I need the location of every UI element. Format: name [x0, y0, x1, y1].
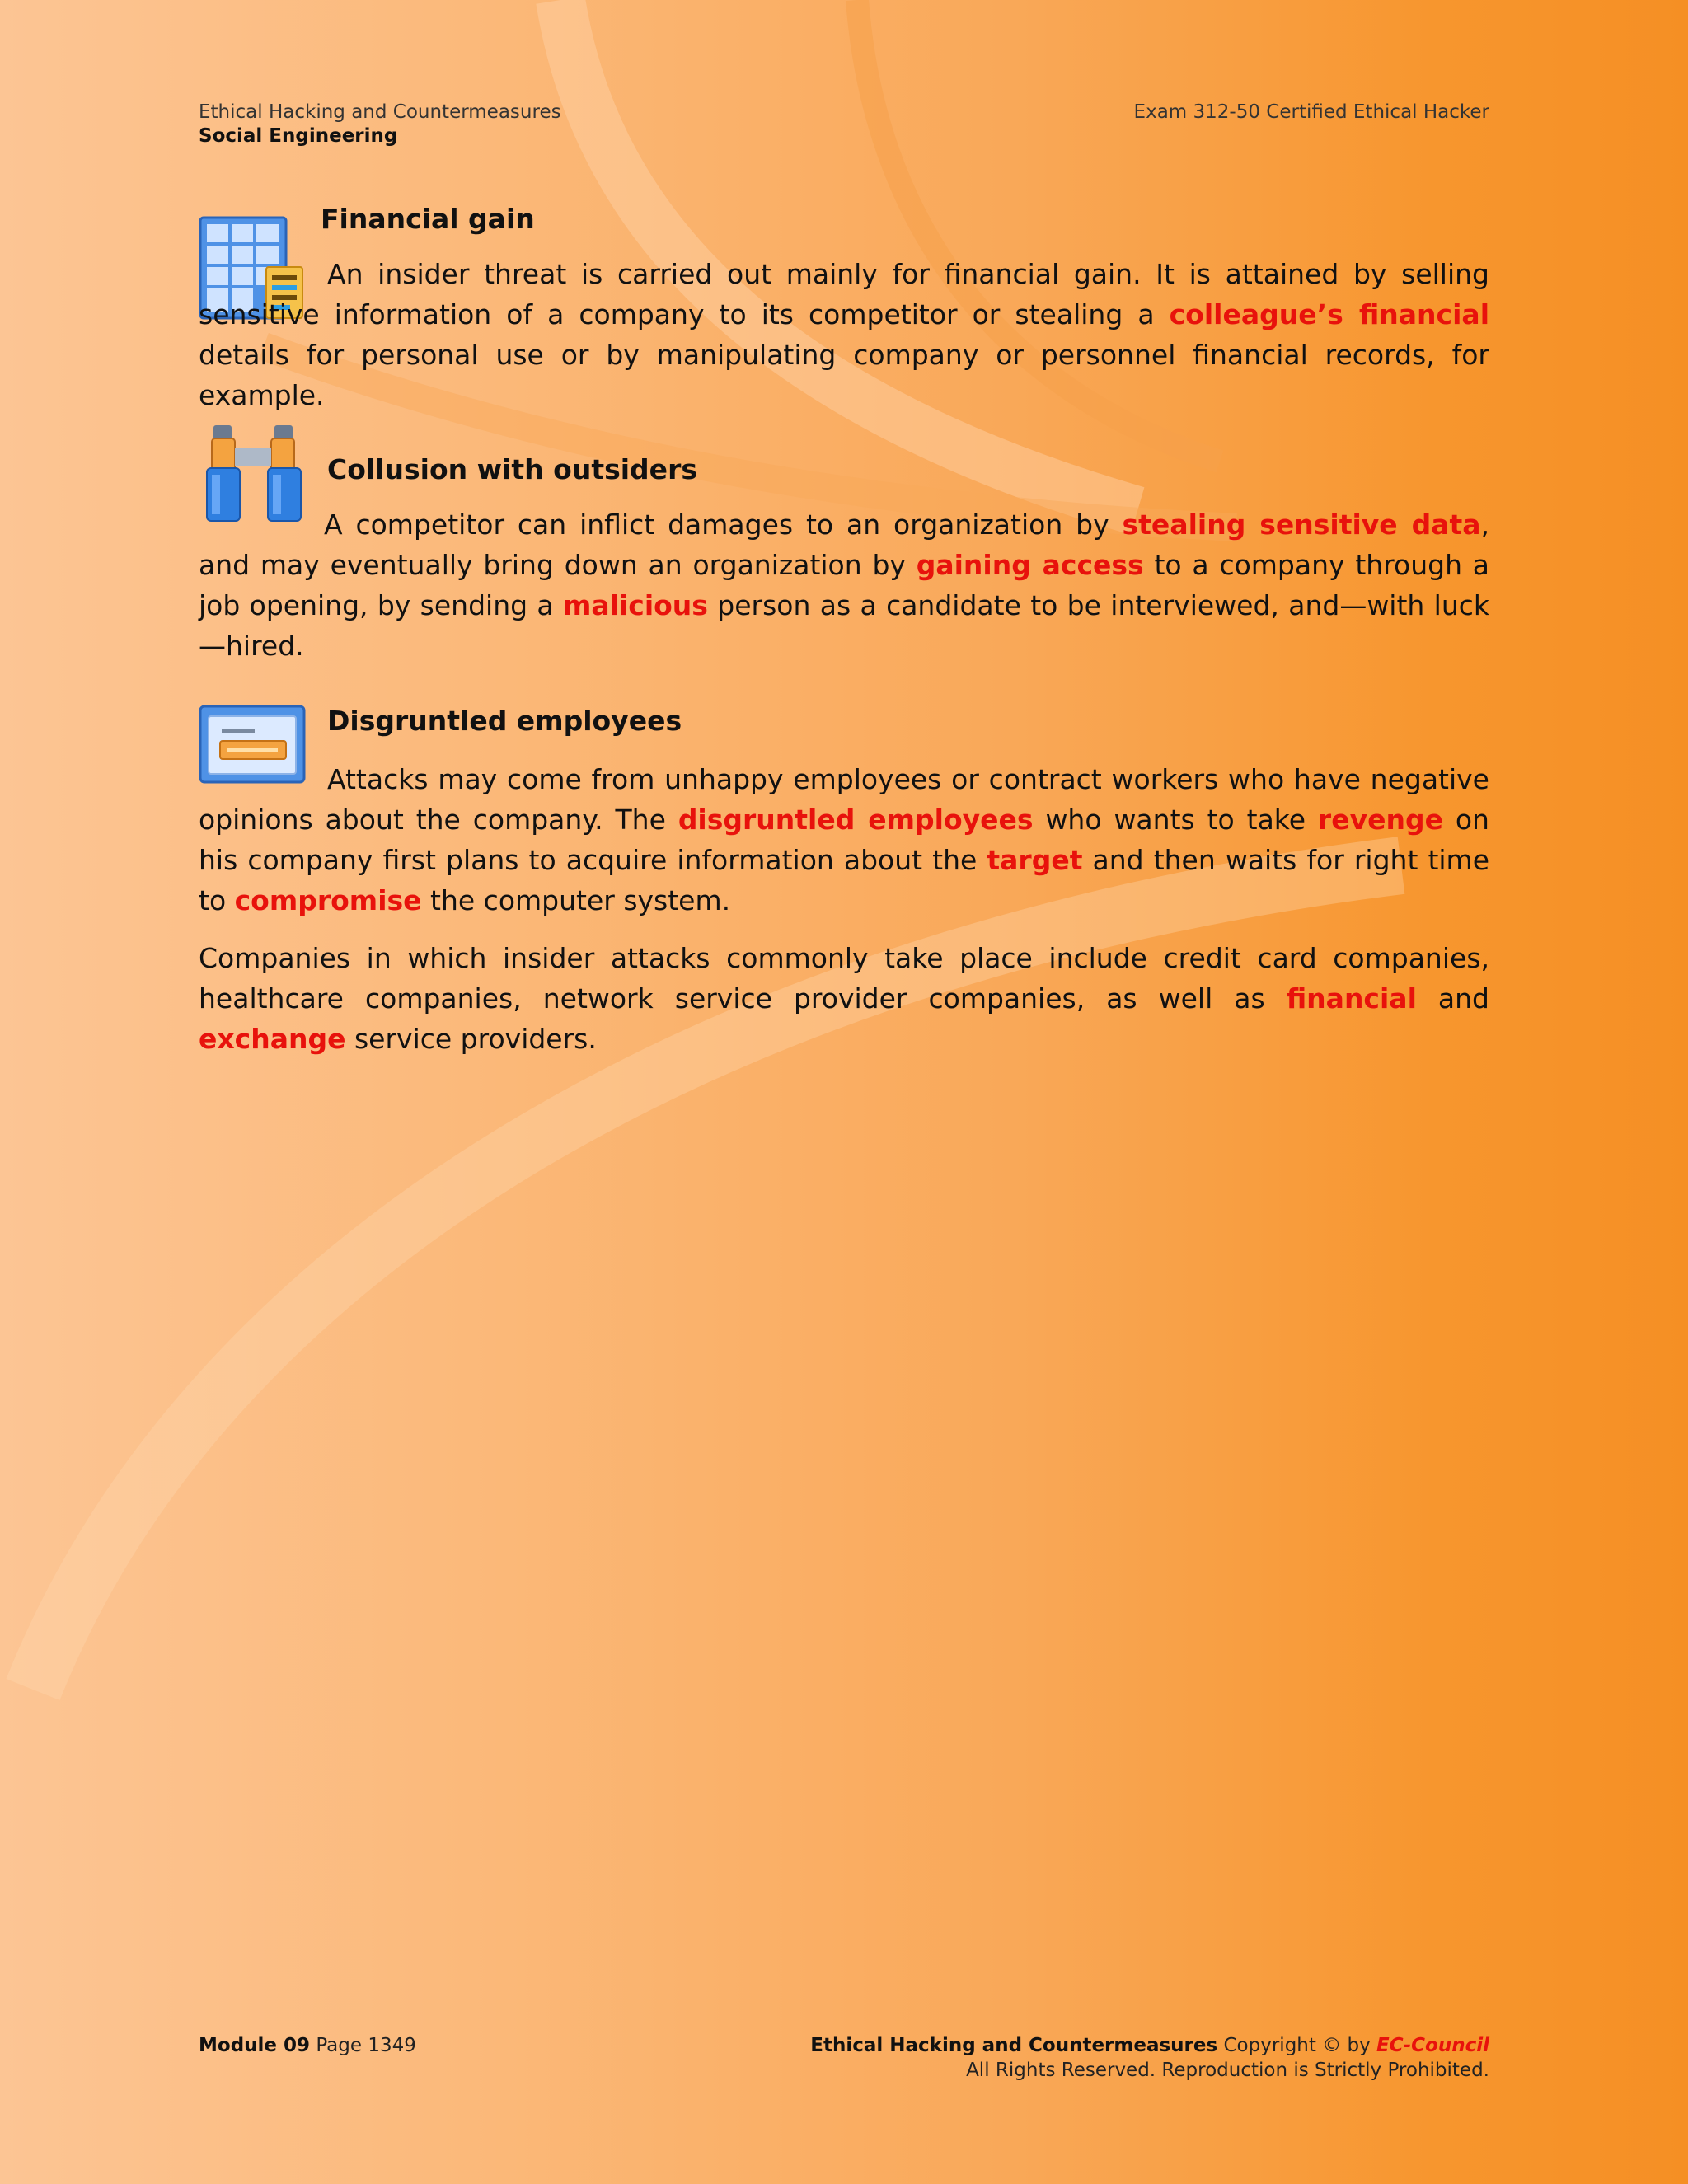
text-run: and	[1416, 982, 1489, 1015]
text-run: and then waits for right time to	[199, 844, 1489, 916]
module-number: Module 09	[199, 2035, 311, 2056]
section-heading: Financial gain	[321, 203, 535, 235]
page-header-left	[199, 101, 561, 148]
highlight-term: gaining access	[916, 549, 1144, 581]
highlight-term: stealing sensitive data	[1122, 509, 1481, 541]
text-run: , and may eventually bring down an organization by	[199, 509, 1489, 581]
closing-body	[199, 938, 1489, 1059]
text-run: person as a candidate to be interviewed, and—with luck—hired.	[199, 589, 1490, 662]
section-disgruntled	[199, 705, 1489, 919]
ec-council-logo: EC-Council	[1376, 2035, 1489, 2056]
course-title: Ethical Hacking and Countermeasures	[199, 101, 561, 123]
page-footer-left	[199, 2033, 416, 2058]
text-run: to a company through a job opening, by sending a	[199, 549, 1490, 621]
highlight-term: financial	[1286, 982, 1417, 1015]
highlight-term: disgruntled employees	[678, 804, 1034, 836]
text-run: the computer system.	[421, 884, 731, 916]
text-run: who wants to take	[1033, 804, 1318, 836]
section-heading: Collusion with outsiders	[327, 453, 697, 485]
exam-title: Exam 312-50 Certified Ethical Hacker	[1133, 101, 1489, 123]
text-run: Companies in which insider attacks commonly take place include credit card companies, healthcare companies, network service provider companies, as well as	[199, 942, 1489, 1015]
text-run: on his company first plans to acquire information about the	[199, 804, 1489, 876]
closing-paragraph	[199, 938, 1489, 1070]
copyright-title: Ethical Hacking and Countermeasures	[810, 2035, 1218, 2056]
section-financial-gain	[199, 203, 1490, 419]
text-run: service providers.	[345, 1023, 597, 1055]
rights-notice: All Rights Reserved. Reproduction is Strictly Prohibited.	[966, 2060, 1489, 2081]
section-body	[199, 759, 1489, 921]
highlight-term: target	[987, 844, 1083, 876]
text-run: A competitor can inflict damages to an organization by	[324, 509, 1123, 541]
text-run: details for personal use or by manipulating company or personnel financial records, for example.	[199, 339, 1489, 411]
page-number: Page 1349	[316, 2035, 416, 2056]
section-collusion	[199, 453, 1490, 676]
section-body	[199, 254, 1489, 415]
section-heading: Disgruntled employees	[327, 705, 682, 737]
highlight-term: exchange	[199, 1023, 346, 1055]
text-run: Attacks may come from unhappy employees or contract workers who have negative opinions about the company. The	[199, 763, 1489, 836]
highlight-term: malicious	[562, 589, 708, 621]
highlight-term: revenge	[1317, 804, 1443, 836]
highlight-term: colleague’s financial	[1169, 298, 1490, 330]
copyright-by: Copyright © by	[1223, 2035, 1371, 2056]
highlight-term: compromise	[234, 884, 422, 916]
module-title: Social Engineering	[199, 125, 398, 147]
page-footer-right	[810, 2033, 1489, 2083]
section-body	[199, 504, 1489, 666]
text-run: An insider threat is carried out mainly for financial gain. It is attained by selling sensitive information of a company to its competitor or stealing a	[199, 258, 1489, 330]
